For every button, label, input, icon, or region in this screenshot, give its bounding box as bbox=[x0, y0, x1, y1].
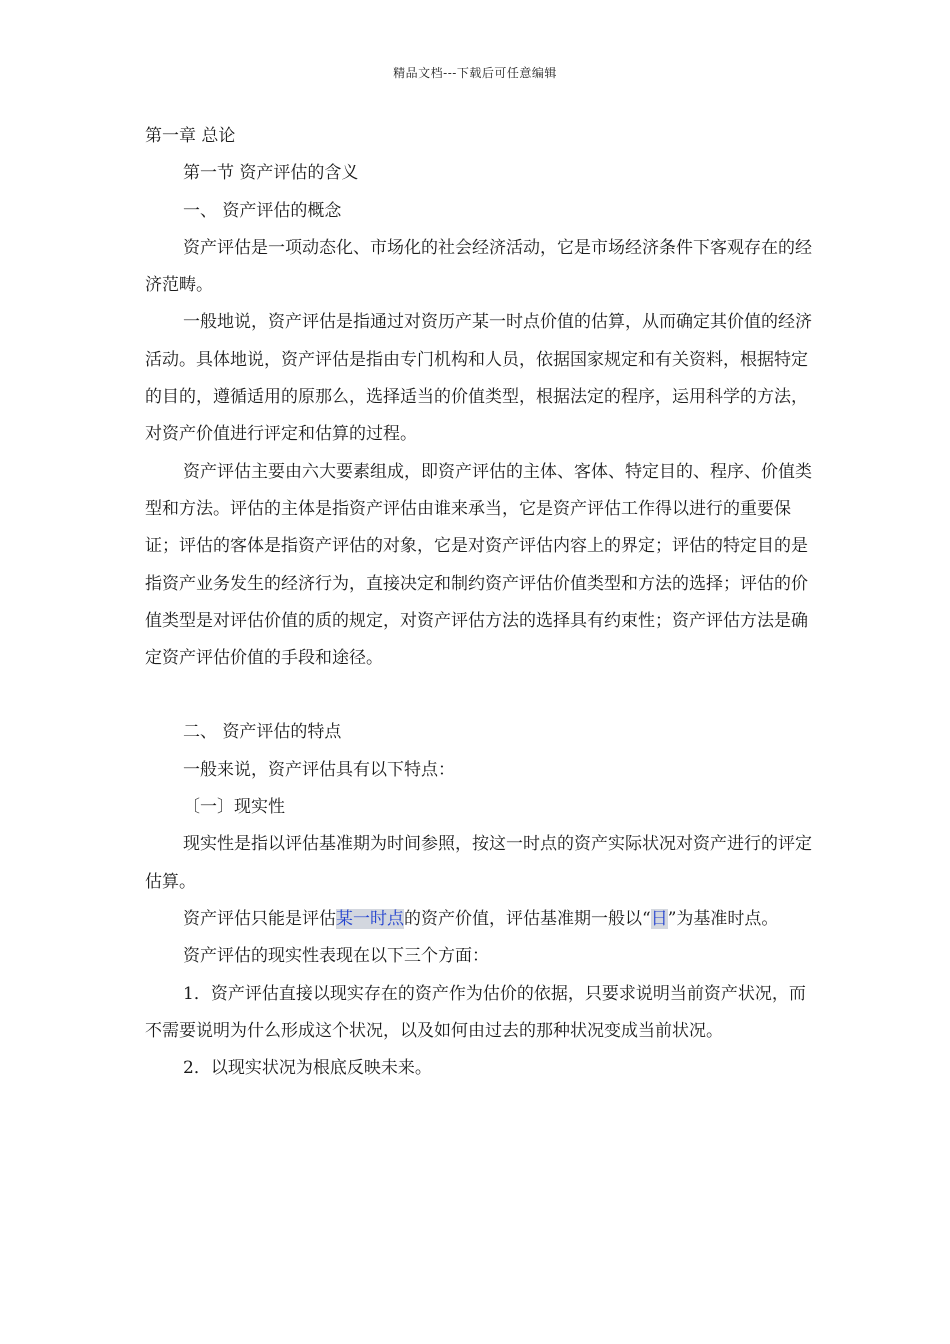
list-item-1: 1．资产评估直接以现实存在的资产作为估价的依据，只要求说明当前资产状况，而不需要说明为什么形成这个状况，以及如何由过去的那种状况变成当前状况。 bbox=[145, 983, 806, 1041]
highlighted-text[interactable]: 日 bbox=[650, 908, 668, 929]
subsection-title-features: 二、 资产评估的特点 bbox=[183, 722, 342, 743]
item-title-reality: 〔一〕现实性 bbox=[183, 797, 285, 818]
document-body bbox=[145, 118, 813, 1087]
paragraph-features-intro: 一般来说，资产评估具有以下特点： bbox=[183, 759, 455, 780]
paragraph-six-elements: 资产评估主要由六大要素组成，即资产评估的主体、客体、特定目的、程序、价值类型和方法。评估的主体是指资产评估由谁来承当，它是资产评估工作得以进行的重要保证；评估的客体是指资产评估的对象，它是对资产评估内容上的界定；评估的特定目的是指资产业务发生的经济行为，直接决定和制约资产评估价值类型和方法的选择；评估的价值类型是对评估价值的质的规定，对资产评估方法的选择具有约束性；资产评估方法是确定资产评估价值的手段和途径。 bbox=[145, 461, 812, 669]
paragraph-definition: 资产评估是一项动态化、市场化的社会经济活动，它是市场经济条件下客观存在的经济范畴。 bbox=[145, 237, 812, 296]
section-title: 第一节 资产评估的含义 bbox=[183, 163, 359, 184]
subsection-title-concept: 一、 资产评估的概念 bbox=[183, 200, 342, 221]
paragraph-reality-definition: 现实性是指以评估基准期为时间参照，按这一时点的资产实际状况对资产进行的评定估算。 bbox=[145, 834, 812, 892]
text-run: 的资产价值，评估基准期一般以“ bbox=[404, 908, 651, 929]
text-run: 资产评估只能是评估 bbox=[183, 908, 336, 929]
list-item-2: 2．以现实状况为根底反映未来。 bbox=[183, 1058, 432, 1079]
paragraph-general-definition: 一般地说，资产评估是指通过对资历产某一时点价值的估算，从而确定其价值的经济活动。具体地说，资产评估是指由专门机构和人员，依据国家规定和有关资料，根据特定的目的，遵循适用的原那么，选择适当的价值类型，根据法定的程序，运用科学的方法，对资产价值进行评定和估算的过程。 bbox=[145, 312, 812, 445]
chapter-title: 第一章 总论 bbox=[145, 126, 236, 146]
paragraph-reference-date bbox=[145, 901, 813, 938]
paragraph-reality-aspects: 资产评估的现实性表现在以下三个方面： bbox=[183, 946, 489, 967]
text-run: ”为基准时点。 bbox=[667, 908, 779, 929]
blank-line bbox=[145, 677, 813, 714]
highlighted-text[interactable]: 某一时点 bbox=[336, 908, 404, 929]
page-header-watermark: 精品文档---下载后可任意编辑 bbox=[393, 66, 557, 80]
